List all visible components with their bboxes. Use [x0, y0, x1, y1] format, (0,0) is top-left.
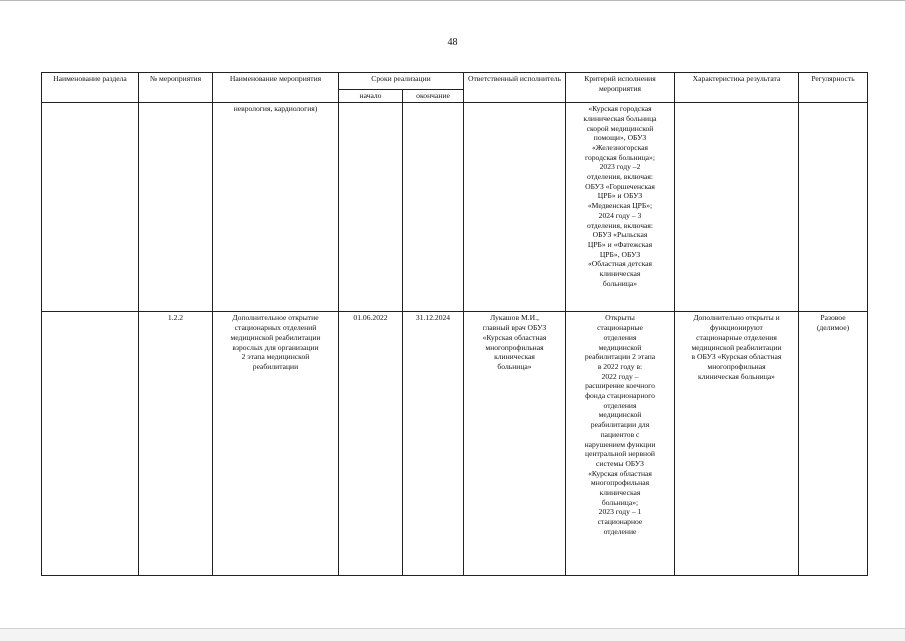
cell-text-line: пациентов с: [600, 429, 640, 439]
cell-text-line: скорой медицинской: [586, 123, 654, 133]
cell-text-line: «Железногорская: [591, 142, 649, 152]
cell-text-line: Лукашов М.И.,: [490, 313, 539, 323]
cell-text-line: медицинской реабилитации: [230, 332, 321, 342]
cell-text-line: 2022 году –: [601, 371, 639, 381]
cell-end: 31.12.2024: [403, 312, 464, 576]
scan-bottom-edge: [0, 628, 905, 641]
scan-top-edge: [0, 0, 905, 1]
cell-text-line: многопрофильная: [485, 342, 544, 352]
cell-responsible: [464, 312, 566, 576]
cell-text-line: взрослых для организации: [232, 342, 319, 352]
cell-text-line: нарушением функции: [584, 439, 656, 449]
cell-text-line: «Курская областная: [588, 468, 652, 478]
table-row: [42, 312, 868, 576]
cell-number: [139, 103, 213, 312]
cell-text-line: стационарное: [597, 517, 643, 527]
cell-text-line: отделение: [603, 526, 637, 536]
header-terms: Сроки реализации: [339, 73, 464, 90]
cell-text-line: медицинской: [598, 342, 642, 352]
header-regularity: Регулярность: [799, 73, 868, 103]
cell-text-line: в 2022 году в:: [597, 361, 643, 371]
cell-text-line: стационарные отделения: [696, 332, 777, 342]
cell-text-line: больница»: [497, 361, 532, 371]
cell-text-line: ЦРБ», ОБУЗ: [599, 249, 641, 259]
cell-text-line: «Курская городская: [588, 104, 652, 114]
header-number: № мероприятия: [139, 73, 213, 103]
cell-text-line: стационарные: [597, 323, 643, 333]
cell-text-line: 2024 году – 3: [598, 210, 642, 220]
cell-text-line: стационарных отделений: [234, 323, 317, 333]
cell-text-line: реабилитации 2 этапа: [584, 352, 656, 362]
header-result: Характеристика результата: [675, 73, 799, 103]
cell-activity-name: неврология, кардиология): [213, 103, 339, 312]
cell-text-line: клиническая больница: [583, 113, 657, 123]
cell-text-line: «Медвенская ЦРБ»;: [587, 201, 653, 211]
cell-criterion: [566, 103, 675, 312]
cell-criterion: [566, 312, 675, 576]
cell-text-line: 2023 году –2: [599, 162, 641, 172]
cell-result: [675, 312, 799, 576]
header-criterion: Критерий исполнения мероприятия: [566, 73, 675, 103]
cell-text-line: отделения: [603, 400, 637, 410]
header-responsible: Ответственный исполнитель: [464, 73, 566, 103]
cell-text-line: Дополнительно открыты и: [693, 313, 780, 323]
header-start: начало: [339, 90, 403, 103]
cell-text-line: в ОБУЗ «Курская областная: [691, 352, 782, 362]
cell-text-line: реабилитации: [252, 361, 299, 371]
cell-text-line: «Областная детская: [587, 259, 653, 269]
cell-text-line: «Курская областная: [482, 332, 547, 342]
cell-text-line: 2023 году – 1: [598, 507, 642, 517]
cell-text-line: фонда стационарного: [585, 391, 655, 401]
cell-text-line: ЦРБ» и «Фатежская: [587, 240, 653, 249]
cell-text-line: отделения: [603, 332, 637, 342]
cell-regularity: [799, 312, 868, 576]
cell-text-line: клиническая: [494, 352, 535, 362]
cell-text-line: функционируют: [710, 323, 763, 333]
cell-responsible: [464, 103, 566, 312]
cell-text-line: Дополнительное открытие: [232, 313, 319, 323]
cell-text-line: больница»: [602, 278, 638, 288]
cell-start: 01.06.2022: [339, 312, 403, 576]
cell-text-line: многопрофильная: [707, 361, 766, 371]
page-number: 48: [447, 37, 458, 48]
cell-activity-name: [213, 312, 339, 576]
cell-text-line: многопрофильная: [590, 478, 650, 488]
cell-text-line: клиническая больница»: [698, 371, 775, 381]
cell-text-line: 2 этапа медицинской: [241, 352, 310, 362]
cell-text-line: отделения, включая:: [587, 172, 653, 182]
cell-end: [403, 103, 464, 312]
cell-text-line: ЦРБ» и ОБУЗ: [597, 191, 643, 201]
cell-text-line: городская больница»;: [585, 152, 655, 162]
cell-number: 1.2.2: [139, 312, 213, 576]
cell-text-line: (делимое): [816, 323, 850, 333]
header-section: Наименование раздела: [42, 73, 139, 103]
cell-text-line: центральной нервной: [585, 449, 655, 459]
cell-text-line: медицинской: [598, 410, 642, 420]
header-row: [42, 73, 868, 90]
cell-text-line: ОБУЗ «Рыльская: [592, 230, 648, 240]
cell-text-line: системы ОБУЗ: [596, 458, 644, 468]
cell-text-line: клиническая: [599, 269, 641, 279]
cell-start: [339, 103, 403, 312]
cell-text-line: больница»;: [601, 497, 639, 507]
cell-section: [42, 312, 139, 576]
cell-text-line: главный врач ОБУЗ: [482, 323, 547, 333]
header-activity-name: Наименование мероприятия: [213, 73, 339, 103]
cell-text-line: медицинской реабилитации: [691, 342, 782, 352]
cell-text-line: Открыты: [605, 313, 635, 323]
header-end: окончание: [403, 90, 464, 103]
cell-regularity: [799, 103, 868, 312]
cell-text-line: отделения, включая:: [587, 220, 653, 230]
cell-text-line: расширение коечного: [585, 381, 655, 391]
cell-text-line: Разовое: [820, 313, 846, 323]
cell-text-line: реабилитации для: [590, 420, 650, 430]
activities-table: [41, 72, 868, 576]
cell-text-line: помощи», ОБУЗ: [593, 133, 647, 143]
cell-text-line: клиническая: [599, 488, 641, 498]
cell-section: [42, 103, 139, 312]
table-row: [42, 103, 868, 312]
cell-result: [675, 103, 799, 312]
cell-text-line: ОБУЗ «Горшеченская: [585, 181, 655, 191]
